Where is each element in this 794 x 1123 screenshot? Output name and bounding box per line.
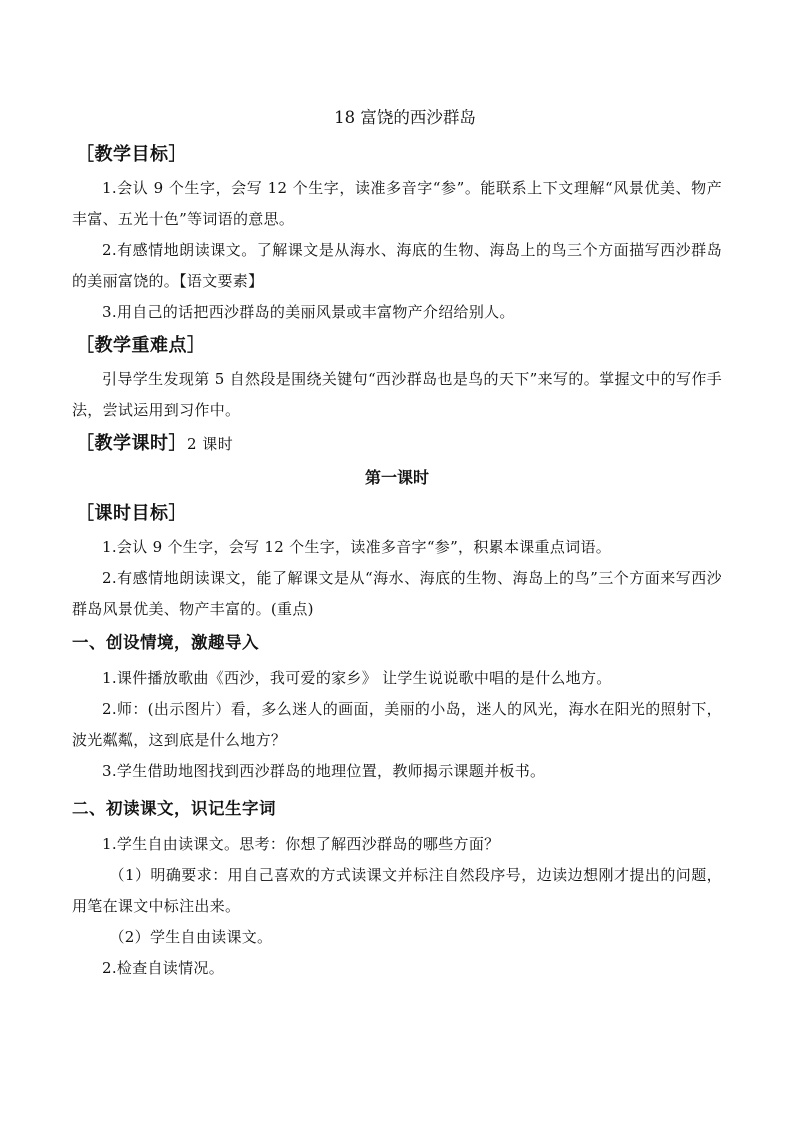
document-content [72,104,722,984]
class-hours-heading: ［教学课时］ [76,433,187,454]
class-hours-line [72,430,722,458]
part1-item: 1.课件播放歌曲《西沙，我可爱的家乡》 让学生说说歌中唱的是什么地方。 [102,669,612,687]
lesson-objective-item: 1.会认 9 个生字，会写 12 个生字，读准多音字“参”，积累本课重点词语。 [102,538,612,556]
part2-subitem: （2）学生自由读课文。 [109,928,273,946]
objective-item: 1.会认 9 个生字，会写 12 个生字，读准多音字“参”。能联系上下文理解“风景优美、物产丰富、五光十色”等词语的意思。 [72,179,722,228]
part1-heading: 一、创设情境，激趣导入 [72,633,259,652]
part2-item: 2.检查自读情况。 [102,959,225,977]
class-hours-value: 2 课时 [187,435,234,453]
part1-item: 2.师：(出示图片）看，多么迷人的画面，美丽的小岛，迷人的风光，海水在阳光的照射下，波光粼粼，这到底是什么地方？ [72,700,722,749]
lesson-title: 第一课时 [364,468,429,487]
lesson-objective-item: 2.有感情地朗读课文，能了解课文是从“海水、海底的生物、海岛上的鸟”三个方面来写西沙群岛风景优美、物产丰富的。(重点) [72,569,722,618]
part2-heading: 二、初读课文，识记生字词 [72,799,276,818]
document-title: 18 富饶的西沙群岛 [334,108,476,127]
part1-item: 3.学生借助地图找到西沙群岛的地理位置，教师揭示课题并板书。 [102,762,546,780]
part2-item: 1.学生自由读课文。思考：你想了解西沙群岛的哪些方面？ [102,835,500,853]
objective-item: 3.用自己的话把西沙群岛的美丽风景或丰富物产介绍给别人。 [102,303,515,321]
key-points-heading: ［教学重难点］ [76,335,206,356]
key-points-text: 引导学生发现第 5 自然段是围绕关键句“西沙群岛也是鸟的天下”来写的。掌握文中的写作手法，尝试运用到习作中。 [72,370,722,419]
objective-item: 2.有感情地朗读课文。了解课文是从海水、海底的生物、海岛上的鸟三个方面描写西沙群岛的美丽富饶的。【语文要素】 [72,241,722,290]
part2-subitem: （1）明确要求：用自己喜欢的方式读课文并标注自然段序号，边读边想刚才提出的问题，用笔在课文中标注出来。 [72,866,722,915]
objectives-heading: ［教学目标］ [76,144,187,165]
lesson-objectives-heading: ［课时目标］ [76,503,187,524]
